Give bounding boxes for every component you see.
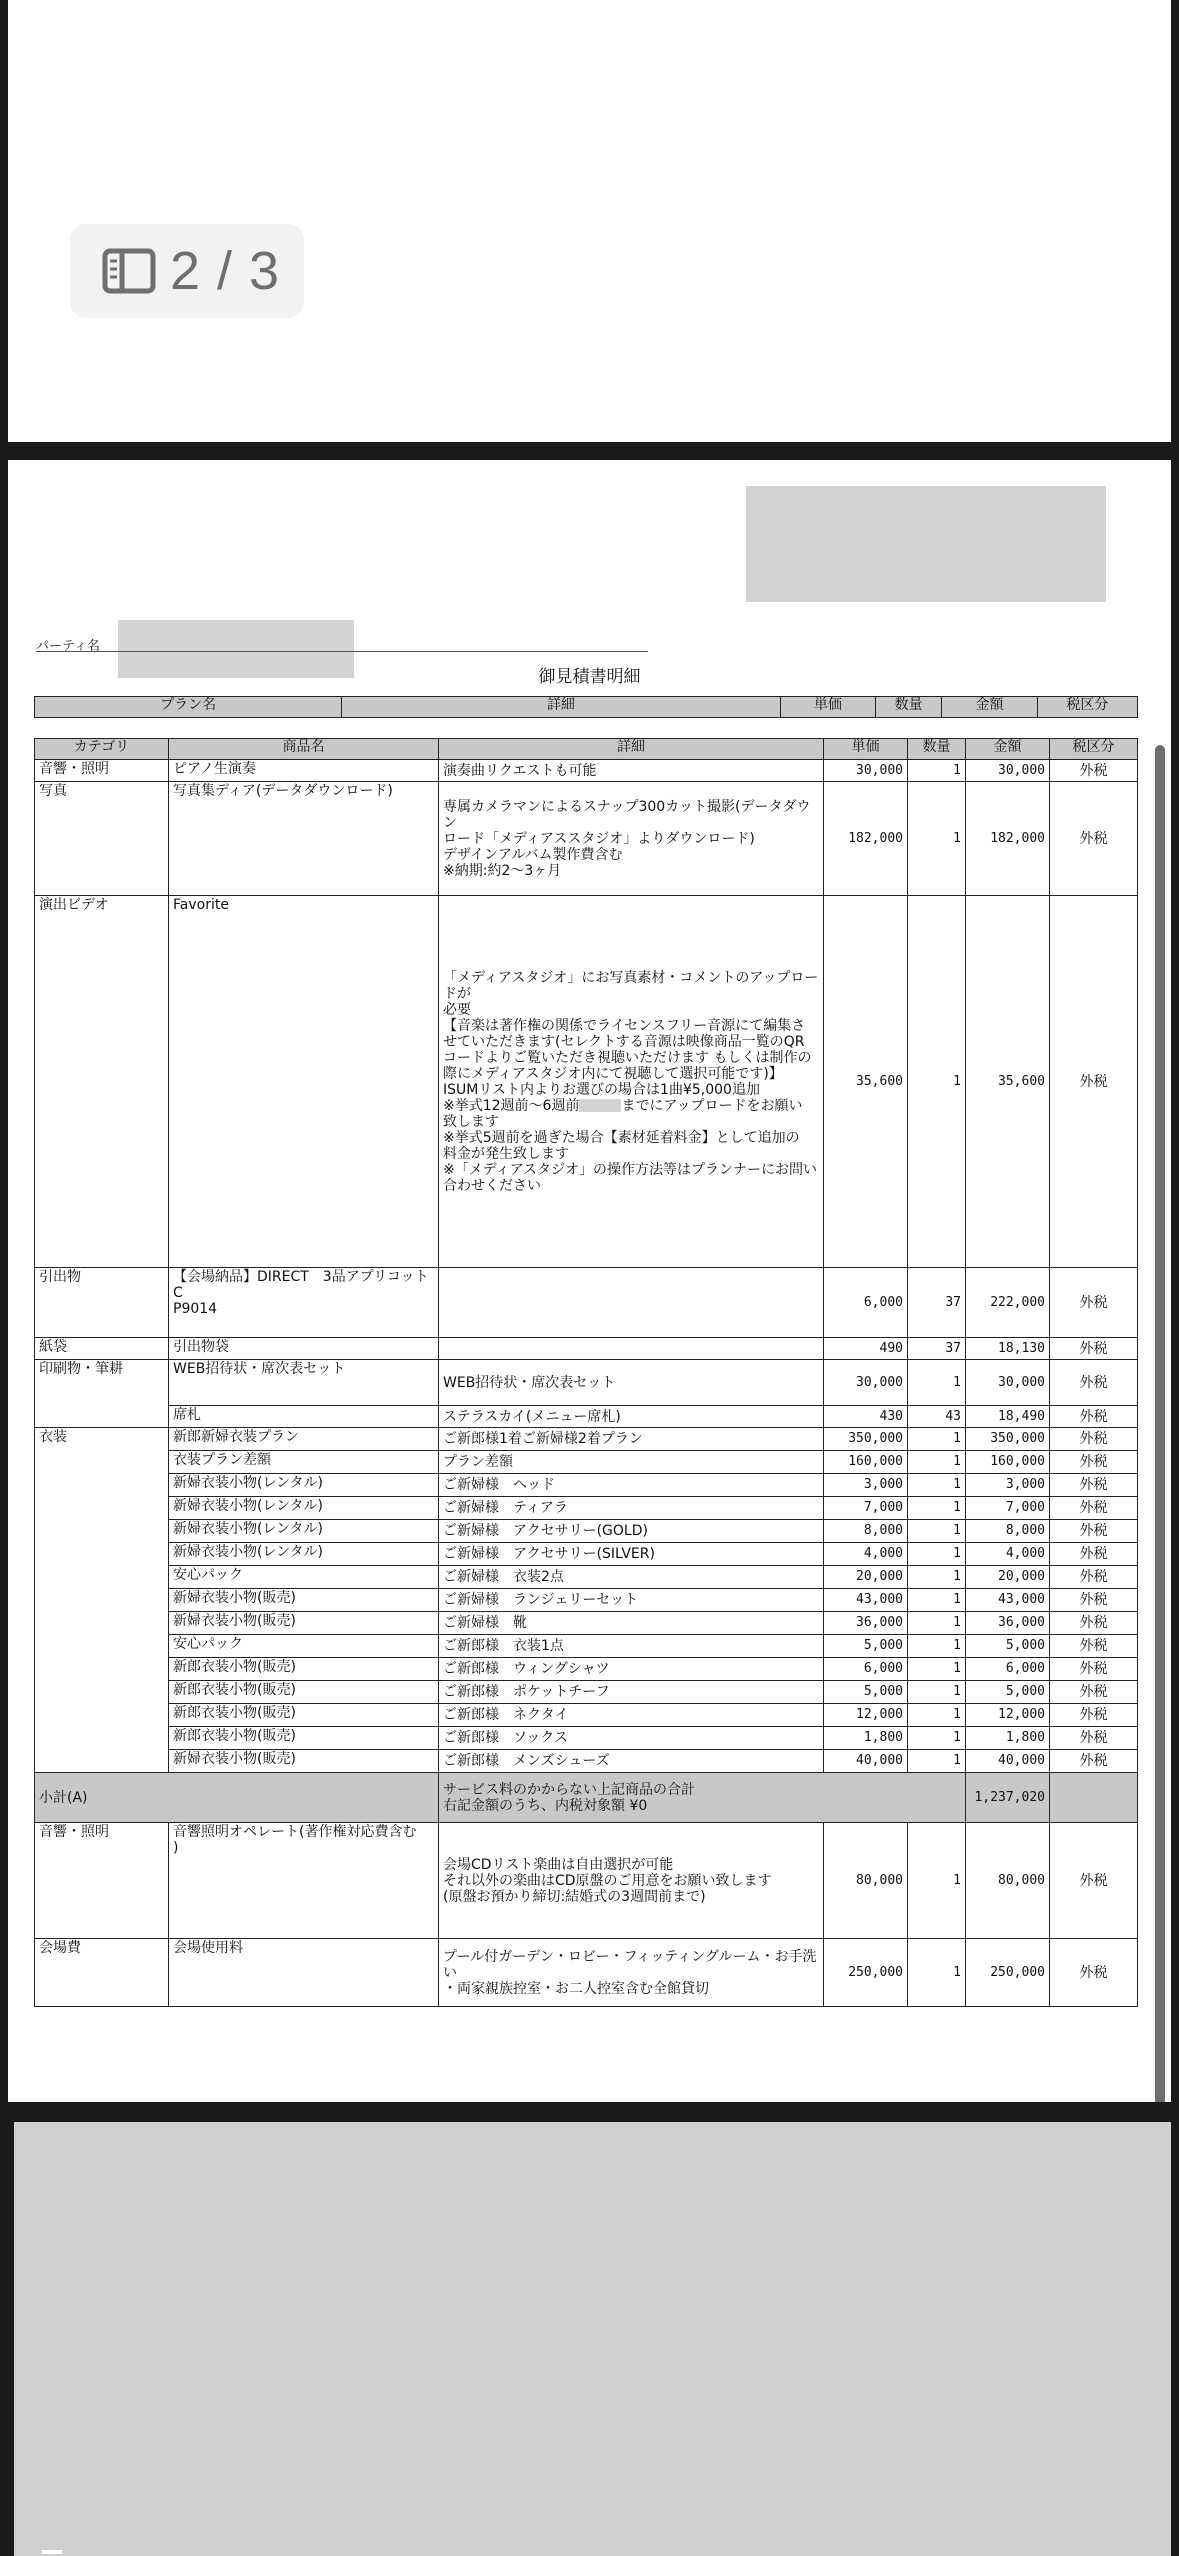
column-header: 税区分	[1050, 739, 1138, 760]
amount-cell: 160,000	[966, 1451, 1050, 1474]
amount-cell: 30,000	[966, 1360, 1050, 1406]
unit-price-cell: 36,000	[824, 1612, 908, 1635]
unit-price-cell: 160,000	[824, 1451, 908, 1474]
detail-text: 「メディアスタジオ」にお写真素材・コメントのアップロードが 必要 【音楽は著作権の関係でライセンスフリー音源にて編集さ せていただきます(セレクトする音源は映像商品一覧のQR コードよりご覧いただき視聴いただけます もしくは制作の 際にメディアスタジオ内にて視聴して選択可能です)】 ISUMリスト内よりお選びの場合は1曲¥5,000追加 ※挙式12週前〜6週前	[443, 969, 819, 1114]
amount-cell: 8,000	[966, 1520, 1050, 1543]
tax-class-cell: 外税	[1050, 1338, 1138, 1360]
column-header: 商品名	[169, 739, 439, 760]
amount-cell: 18,490	[966, 1406, 1050, 1428]
amount-cell: 3,000	[966, 1474, 1050, 1497]
tax-class-cell: 外税	[1050, 1658, 1138, 1681]
table-row	[35, 1750, 1138, 1773]
column-header: 金額	[966, 739, 1050, 760]
plan-header-cell: 金額	[942, 697, 1038, 718]
document-page	[8, 460, 1171, 2102]
tax-class-cell: 外税	[1050, 1268, 1138, 1338]
table-row	[35, 1360, 1138, 1406]
product-name-cell: 新婦衣装小物(販売)	[169, 1589, 439, 1612]
tax-class-cell: 外税	[1050, 1474, 1138, 1497]
quantity-cell: 1	[908, 1497, 966, 1520]
tax-class-cell: 外税	[1050, 1727, 1138, 1750]
plan-header-cell: 詳細	[342, 697, 780, 718]
quantity-cell: 43	[908, 1406, 966, 1428]
subtotal-tax-cell	[1050, 1773, 1138, 1823]
detail-cell: ご新婦様 アクセサリー(SILVER)	[439, 1543, 824, 1566]
quantity-cell: 1	[908, 782, 966, 896]
amount-cell: 5,000	[966, 1681, 1050, 1704]
amount-cell: 1,800	[966, 1727, 1050, 1750]
unit-price-cell: 4,000	[824, 1543, 908, 1566]
amount-cell: 20,000	[966, 1566, 1050, 1589]
quantity-cell: 1	[908, 1612, 966, 1635]
product-name-cell: 新郎衣装小物(販売)	[169, 1681, 439, 1704]
quantity-cell: 1	[908, 1520, 966, 1543]
table-row	[35, 1704, 1138, 1727]
plan-header-cell: 数量	[876, 697, 942, 718]
quantity-cell: 1	[908, 1428, 966, 1451]
product-name-cell: 【会場納品】DIRECT 3品アプリコットC P9014	[169, 1268, 439, 1338]
category-cell: 音響・照明	[35, 1823, 169, 1939]
redacted-block	[746, 486, 1106, 602]
detail-cell: ご新婦様 ランジェリーセット	[439, 1589, 824, 1612]
product-name-cell: WEB招待状・席次表セット	[169, 1360, 439, 1406]
table-row	[35, 1589, 1138, 1612]
quantity-cell: 1	[908, 896, 966, 1268]
tax-class-cell: 外税	[1050, 1589, 1138, 1612]
detail-cell: ご新婦様 靴	[439, 1612, 824, 1635]
table-row	[35, 1681, 1138, 1704]
detail-cell: プラン差額	[439, 1451, 824, 1474]
column-header: 単価	[824, 739, 908, 760]
unit-price-cell: 1,800	[824, 1727, 908, 1750]
quantity-cell: 1	[908, 1750, 966, 1773]
detail-cell: 専属カメラマンによるスナップ300カット撮影(データダウン ロード「メディアススタジオ」よりダウンロード) デザインアルバム製作費含む ※納期:約2〜3ヶ月	[439, 782, 824, 896]
table-row	[35, 1338, 1138, 1360]
table-row	[35, 1520, 1138, 1543]
unit-price-cell: 350,000	[824, 1428, 908, 1451]
subtotal-label: 小計(A)	[35, 1773, 439, 1823]
product-name-cell: 新婦衣装小物(レンタル)	[169, 1520, 439, 1543]
unit-price-cell: 430	[824, 1406, 908, 1428]
detail-cell: ご新郎様 ネクタイ	[439, 1704, 824, 1727]
unit-price-cell: 250,000	[824, 1939, 908, 2007]
table-row	[35, 1406, 1138, 1428]
quantity-cell: 1	[908, 1704, 966, 1727]
unit-price-cell: 7,000	[824, 1497, 908, 1520]
unit-price-cell: 6,000	[824, 1268, 908, 1338]
amount-cell: 30,000	[966, 760, 1050, 782]
quantity-cell: 1	[908, 1658, 966, 1681]
plan-header-cell: 税区分	[1037, 697, 1137, 718]
product-name-cell: 新郎衣装小物(販売)	[169, 1727, 439, 1750]
product-name-cell: 衣装プラン差額	[169, 1451, 439, 1474]
tax-class-cell: 外税	[1050, 1428, 1138, 1451]
category-cell: 写真	[35, 782, 169, 896]
amount-cell: 4,000	[966, 1543, 1050, 1566]
detail-cell: ご新婦様 衣装2点	[439, 1566, 824, 1589]
category-cell: 衣装	[35, 1428, 169, 1773]
detail-text: までにアップロードをお願い 致します ※挙式5週前を過ぎた場合【素材延着料金】として追加の 料金が発生致します ※「メディアスタジオ」の操作方法等はプランナーにお問い 合わせください	[443, 1097, 818, 1194]
table-row	[35, 1823, 1138, 1939]
amount-cell: 6,000	[966, 1658, 1050, 1681]
amount-cell: 222,000	[966, 1268, 1050, 1338]
detail-cell: ご新婦様 ティアラ	[439, 1497, 824, 1520]
unit-price-cell: 80,000	[824, 1823, 908, 1939]
tax-class-cell: 外税	[1050, 896, 1138, 1268]
amount-cell: 250,000	[966, 1939, 1050, 2007]
unit-price-cell: 5,000	[824, 1635, 908, 1658]
subtotal-amount: 1,237,020	[966, 1773, 1050, 1823]
subtotal-row	[35, 1773, 1138, 1823]
amount-cell: 43,000	[966, 1589, 1050, 1612]
tax-class-cell: 外税	[1050, 1497, 1138, 1520]
unit-price-cell: 30,000	[824, 1360, 908, 1406]
table-row	[35, 1727, 1138, 1750]
page-indicator[interactable]	[70, 224, 304, 318]
table-row	[35, 1658, 1138, 1681]
detail-cell: プール付ガーデン・ロビー・フィッティングルーム・お手洗い ・両家親族控室・お二人控室含む全館貸切	[439, 1939, 824, 2007]
product-name-cell: 新郎衣装小物(販売)	[169, 1704, 439, 1727]
tax-class-cell: 外税	[1050, 1823, 1138, 1939]
quantity-cell: 1	[908, 1360, 966, 1406]
unit-price-cell: 8,000	[824, 1520, 908, 1543]
previous-page-bottom	[8, 0, 1171, 442]
table-row	[35, 1497, 1138, 1520]
quantity-cell: 37	[908, 1268, 966, 1338]
quantity-cell: 1	[908, 1823, 966, 1939]
product-name-cell: 引出物袋	[169, 1338, 439, 1360]
quantity-cell: 1	[908, 1589, 966, 1612]
quantity-cell: 37	[908, 1338, 966, 1360]
product-name-cell: 席札	[169, 1406, 439, 1428]
tax-class-cell: 外税	[1050, 1939, 1138, 2007]
unit-price-cell: 5,000	[824, 1681, 908, 1704]
unit-price-cell: 35,600	[824, 896, 908, 1268]
table-row	[35, 1428, 1138, 1451]
amount-cell: 12,000	[966, 1704, 1050, 1727]
category-cell: 引出物	[35, 1268, 169, 1338]
party-name-underline	[36, 651, 648, 652]
detail-cell: 演奏曲リクエストも可能	[439, 760, 824, 782]
product-name-cell: 安心パック	[169, 1635, 439, 1658]
tax-class-cell: 外税	[1050, 1612, 1138, 1635]
amount-cell: 7,000	[966, 1497, 1050, 1520]
detail-cell: ご新郎様 ソックス	[439, 1727, 824, 1750]
plan-header-cell: 単価	[780, 697, 876, 718]
tax-class-cell: 外税	[1050, 1406, 1138, 1428]
table-row	[35, 1939, 1138, 2007]
party-name-label: パーティ名	[36, 639, 100, 654]
product-name-cell: Favorite	[169, 896, 439, 1268]
document-title: 御見積書明細	[538, 667, 641, 687]
scrollbar[interactable]	[1155, 745, 1165, 2102]
product-name-cell: 新婦衣装小物(販売)	[169, 1750, 439, 1773]
product-name-cell: 新婦衣装小物(販売)	[169, 1612, 439, 1635]
table-row	[35, 1566, 1138, 1589]
tax-class-cell: 外税	[1050, 1520, 1138, 1543]
detail-cell: ご新婦様 ヘッド	[439, 1474, 824, 1497]
subtotal-detail: サービス料のかからない上記商品の合計 右記金額のうち、内税対象額 ¥0	[439, 1773, 966, 1823]
detail-cell	[439, 896, 824, 1268]
detail-cell: 会場CDリスト楽曲は自由選択が可能 それ以外の楽曲はCD原盤のご用意をお願い致します (原盤お預かり締切:結婚式の3週間前まで)	[439, 1823, 824, 1939]
product-name-cell: 会場使用料	[169, 1939, 439, 2007]
quantity-cell: 1	[908, 1566, 966, 1589]
product-name-cell: 写真集ディア(データダウンロード)	[169, 782, 439, 896]
tax-class-cell: 外税	[1050, 1750, 1138, 1773]
detail-cell	[439, 1268, 824, 1338]
tax-class-cell: 外税	[1050, 1704, 1138, 1727]
table-row	[35, 1543, 1138, 1566]
unit-price-cell: 12,000	[824, 1704, 908, 1727]
detail-cell: ご新郎様 ポケットチーフ	[439, 1681, 824, 1704]
unit-price-cell: 490	[824, 1338, 908, 1360]
column-header: カテゴリ	[35, 739, 169, 760]
table-row	[35, 1474, 1138, 1497]
tax-class-cell: 外税	[1050, 1681, 1138, 1704]
table-row	[35, 896, 1138, 1268]
detail-cell: ご新郎様 メンズシューズ	[439, 1750, 824, 1773]
category-cell: 会場費	[35, 1939, 169, 2007]
page-indicator-text: 2 / 3	[170, 241, 281, 301]
detail-cell: ご新郎様1着ご新婦様2着プラン	[439, 1428, 824, 1451]
amount-cell: 350,000	[966, 1428, 1050, 1451]
product-name-cell: 音響照明オペレート(著作権対応費含む )	[169, 1823, 439, 1939]
plan-header-cell: プラン名	[35, 697, 342, 718]
column-header: 数量	[908, 739, 966, 760]
product-name-cell: 安心パック	[169, 1566, 439, 1589]
detail-cell: WEB招待状・席次表セット	[439, 1360, 824, 1406]
tax-class-cell: 外税	[1050, 1543, 1138, 1566]
redacted-text	[579, 1099, 621, 1112]
amount-cell: 40,000	[966, 1750, 1050, 1773]
unit-price-cell: 6,000	[824, 1658, 908, 1681]
quantity-cell: 1	[908, 1681, 966, 1704]
quantity-cell: 1	[908, 760, 966, 782]
quantity-cell: 1	[908, 1543, 966, 1566]
detail-cell: ご新郎様 ウィングシャツ	[439, 1658, 824, 1681]
quantity-cell: 1	[908, 1727, 966, 1750]
estimate-items-table	[34, 738, 1138, 2007]
quantity-cell: 1	[908, 1939, 966, 2007]
detail-cell: ご新婦様 アクセサリー(GOLD)	[439, 1520, 824, 1543]
column-header: 詳細	[439, 739, 824, 760]
tax-class-cell: 外税	[1050, 1360, 1138, 1406]
unit-price-cell: 30,000	[824, 760, 908, 782]
product-name-cell: 新婦衣装小物(レンタル)	[169, 1497, 439, 1520]
quantity-cell: 1	[908, 1635, 966, 1658]
table-row	[35, 1268, 1138, 1338]
plan-header-table	[34, 696, 1138, 718]
sidebar-icon	[102, 248, 156, 294]
amount-cell: 182,000	[966, 782, 1050, 896]
category-cell: 印刷物・筆耕	[35, 1360, 169, 1428]
unit-price-cell: 182,000	[824, 782, 908, 896]
tax-class-cell: 外税	[1050, 782, 1138, 896]
table-row	[35, 1612, 1138, 1635]
table-row	[35, 1635, 1138, 1658]
table-row	[35, 760, 1138, 782]
product-name-cell: 新婦衣装小物(レンタル)	[169, 1474, 439, 1497]
product-name-cell: ピアノ生演奏	[169, 760, 439, 782]
category-cell: 音響・照明	[35, 760, 169, 782]
unit-price-cell: 43,000	[824, 1589, 908, 1612]
detail-cell: ご新郎様 衣装1点	[439, 1635, 824, 1658]
product-name-cell: 新郎新婦衣装プラン	[169, 1428, 439, 1451]
page-corner-mark	[42, 2550, 62, 2554]
tax-class-cell: 外税	[1050, 760, 1138, 782]
detail-cell	[439, 1338, 824, 1360]
amount-cell: 80,000	[966, 1823, 1050, 1939]
quantity-cell: 1	[908, 1451, 966, 1474]
category-cell: 演出ビデオ	[35, 896, 169, 1268]
tax-class-cell: 外税	[1050, 1451, 1138, 1474]
unit-price-cell: 40,000	[824, 1750, 908, 1773]
amount-cell: 35,600	[966, 896, 1050, 1268]
table-row	[35, 782, 1138, 896]
table-row	[35, 1451, 1138, 1474]
category-cell: 紙袋	[35, 1338, 169, 1360]
tax-class-cell: 外税	[1050, 1635, 1138, 1658]
unit-price-cell: 3,000	[824, 1474, 908, 1497]
quantity-cell: 1	[908, 1474, 966, 1497]
product-name-cell: 新郎衣装小物(販売)	[169, 1658, 439, 1681]
detail-cell: ステラスカイ(メニュー席札)	[439, 1406, 824, 1428]
amount-cell: 5,000	[966, 1635, 1050, 1658]
product-name-cell: 新婦衣装小物(レンタル)	[169, 1543, 439, 1566]
amount-cell: 18,130	[966, 1338, 1050, 1360]
tax-class-cell: 外税	[1050, 1566, 1138, 1589]
unit-price-cell: 20,000	[824, 1566, 908, 1589]
amount-cell: 36,000	[966, 1612, 1050, 1635]
next-page-preview	[14, 2122, 1171, 2556]
